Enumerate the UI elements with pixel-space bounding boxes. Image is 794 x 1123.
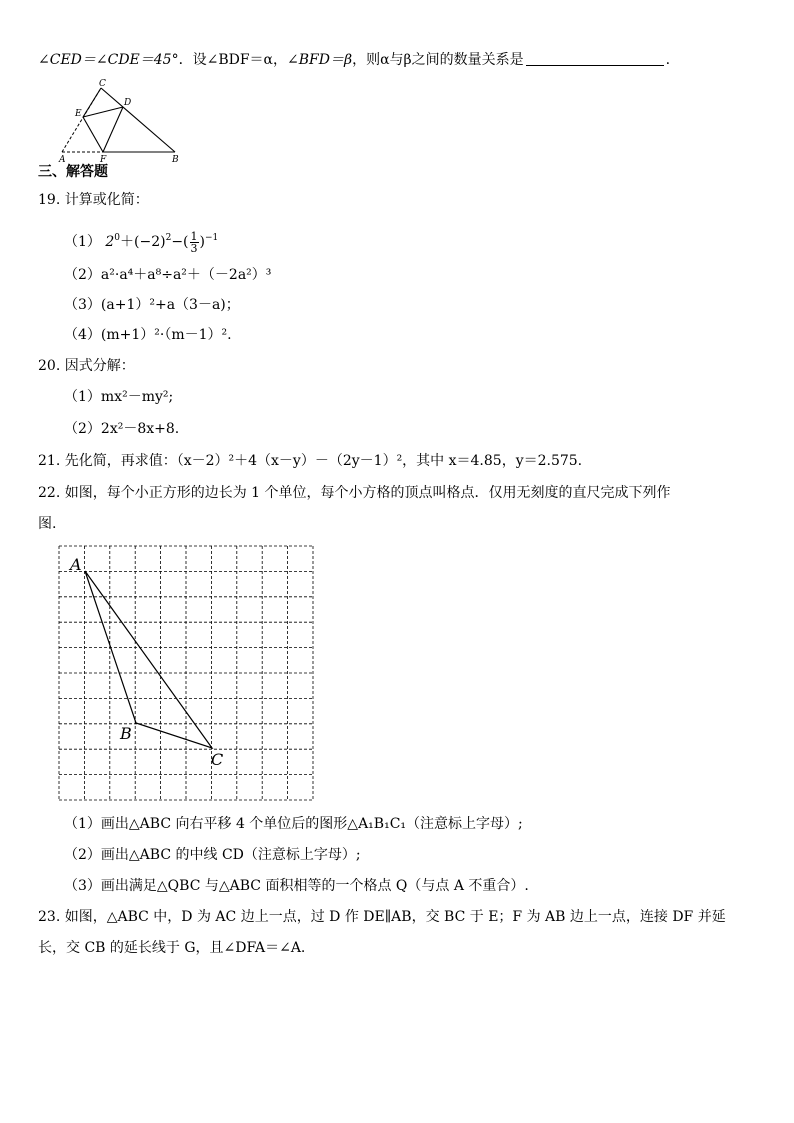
q22-part2: （2）画出△ABC 的中线 CD（注意标上字母）; — [64, 847, 361, 863]
q22-part1: （1）画出△ABC 向右平移 4 个单位后的图形△A₁B₁C₁（注意标上字母）; — [64, 816, 523, 832]
section-title: 三、解答题 — [38, 164, 108, 180]
q22-line2: 图. — [38, 516, 57, 532]
q18-answer-blank — [526, 51, 664, 66]
q19-part1: （1） $2^0+(-2)^2-$( $\frac{1}{3}$ )$^{-1}$ — [64, 229, 219, 255]
seg-DF — [103, 107, 123, 152]
label-D: D — [124, 98, 132, 108]
triangle-ABC — [85, 571, 212, 748]
q22-grid-figure — [58, 545, 316, 801]
q18-angle2: ∠BFD＝β — [287, 52, 353, 68]
grid-label-C: C — [211, 750, 224, 769]
q20-part2: （2）2x²－8x+8. — [64, 421, 180, 437]
fraction-one-third: $\frac{1}{3}$ — [190, 229, 198, 255]
grid-label-B: B — [120, 724, 132, 743]
label-F: F — [100, 155, 107, 165]
q18-suffix: ，则α与β之间的数量关系是 — [352, 52, 524, 68]
seg-CB — [101, 88, 175, 152]
q18-condition-line — [38, 51, 670, 69]
grid-label-A: A — [70, 555, 82, 574]
q23-line2: 长，交 CB 的延长线于 G，且∠DFA＝∠A. — [38, 940, 306, 956]
q18-mid: ．设∠BDF＝α， — [178, 52, 288, 68]
q19-part4: （4）(m+1）²·（m－1）². — [64, 327, 232, 343]
q18-triangle-figure — [50, 76, 190, 166]
dashed-grid — [59, 546, 313, 800]
label-B: B — [172, 155, 179, 165]
label-E: E — [75, 109, 82, 119]
q19-stem: 19. 计算或化简： — [38, 192, 149, 208]
q18-prefix: ∠CED＝∠CDE＝45° — [38, 52, 179, 68]
seg-EF — [83, 117, 103, 152]
q19-part3: （3）(a+1）²+a（3－a)； — [64, 297, 240, 313]
q23-line1: 23. 如图，△ABC 中，D 为 AC 边上一点，过 D 作 DE∥AB，交 BC 于 E；F 为 AB 边上一点，连接 DF 并延 — [38, 909, 726, 925]
q20-stem: 20. 因式分解： — [38, 358, 135, 374]
q19-part2: （2）a²·a⁴＋a⁸÷a²＋（－2a²）³ — [64, 267, 272, 283]
q21-text: 21. 先化简，再求值：（x－2）²＋4（x－y）－（2y－1）²，其中 x＝4.85，y＝2.575. — [38, 453, 583, 469]
label-A: A — [59, 155, 66, 165]
q18-end: . — [665, 52, 671, 68]
label-C: C — [99, 79, 106, 89]
q22-line1: 22. 如图，每个小正方形的边长为 1 个单位，每个小方格的顶点叫格点．仅用无刻度的直尺完成下列作 — [38, 485, 671, 501]
q20-part1: （1）mx²－my²; — [64, 389, 174, 405]
q22-part3: （3）画出满足△QBC 与△ABC 面积相等的一个格点 Q（与点 A 不重合）. — [64, 878, 529, 894]
